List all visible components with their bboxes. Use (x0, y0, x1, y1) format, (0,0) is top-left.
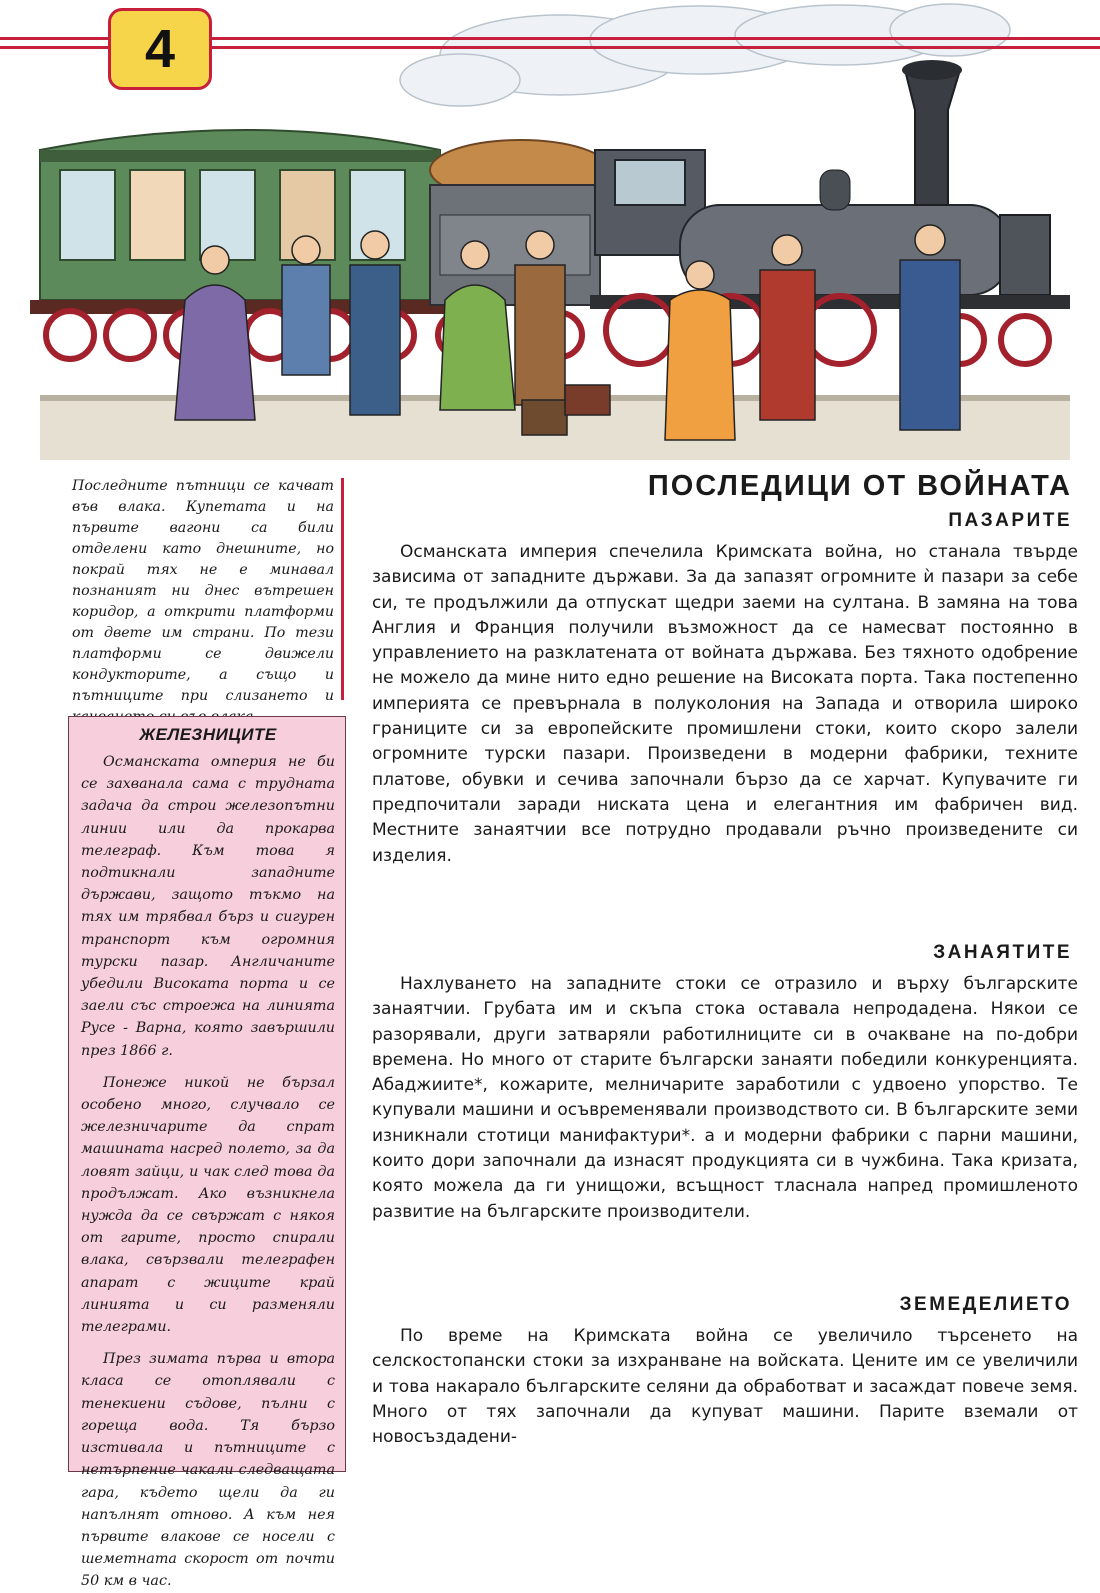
section-text-agriculture: По време на Кримската война се увеличило търсенето на селскостопански стоки за изхранване на войската. Цените им се увеличили и това накарало българските селяни да обработват и засаждат повече земя. Много от тях започнали да купуват машини. Парите вземали от новосъздадени- (372, 1326, 1078, 1448)
caption-divider (341, 478, 344, 700)
article-title: ПОСЛЕДИЦИ ОТ ВОЙНАТА (647, 470, 1072, 502)
locomotive (590, 60, 1070, 309)
railways-sidebar (68, 716, 346, 1590)
section-heading-agriculture: ЗЕМЕДЕЛИЕТО (899, 1294, 1072, 1315)
sidebar-paragraph: Понеже никой не бързал особено много, случвало се железничарите да спрат машината насред полето, за да ловят зайци, и чак след това да продължат. Ако възникнела нужда да се свържат с някоя от гарите, просто спирали влака, свързвали телеграфен апарат с жиците край линията и си разменяли телеграми. (81, 1074, 335, 1336)
page-number: 4 (108, 8, 212, 90)
illustration-caption: Последните пътници се качват във влака. Купетата и на първите вагони са били отделени като днешните, но покрай тях не е минавал познаният ни днес вътрешен коридор, а открити платформи от двете им страни. По тези платформи се движели кондукторите, а също и пътниците при слизането и (72, 478, 334, 704)
sidebar-title: ЖЕЛЕЗНИЦИТЕ (139, 725, 277, 744)
section-text-crafts: Нахлуването на западните стоки се отразило и върху българските занаятчии. Грубата им и скъпа стока оставала непродадена. Някои се разорявали, други затваряли работилниците си в очакване на по-добри времена. Но много от старите български занаяти победили конкуренцията. Абаджиите*, кожарите, мелничарите заработили с удвоено упорство. Те купували машини и осъвременявали производството си. В българските земи изникнали стотици манифактури*. а и модерни фабрики с парни машини, които дори започнали да изнасят продукцията си в чужбина. Така кризата, която можела да ги унищожи, всъщност тласнала напред промишленото развитие на българските производители. (372, 974, 1078, 1222)
sidebar-paragraph: През зимата първа и втора класа се отоплявали с тенекиени съдове, пълни с гореща вода. Тя бързо изстивала и пътниците с нетърпение чакали следващата гара, където щели да ги напълнят отново. А към нея първите влакове се носели с шеметната скорост от почти 50 км в час. (81, 1351, 335, 1590)
section-heading-crafts: ЗАНАЯТИТЕ (933, 942, 1072, 963)
sidebar-paragraph: Османската омперия не би се захванала сама с трудната задача да строи железопътни линии или да прокарва телеграф. Към това я подтикнали западните държави, защото тъкмо на тях им трябвал бърз и сигурен транспорт към огромния турски пазар. Англичаните убедили Високата порта и се заели със строежа на линията Русе - Варна, която завършили през 1866 г. (81, 754, 335, 1059)
section-heading-markets: ПАЗАРИТЕ (948, 510, 1072, 531)
section-text-markets: Османската империя спечелила Кримската война, но станала твърде зависима от западните държави. За да запазят огромните ѝ пазари за себе си, те продължили да отпускат щедри заеми на султана. В замяна на това Англия и Франция получили възможност да се намесват постоянно в управлението на разклатената от войната държава. Без тяхното одобрение не можело да мине нито едно решение на Високата порта. Така постепенно империята се превърнала в полуколония на Запада и отворила широко границите си за европейските промишлени стоки, които скоро залели огромните турски пазари. Произведени в модерни фабрики, техните платове, обувки и сечива започнали бързо да се харчат. Купувачите ги предпочитали заради ниската цена и елегантния им фабричен вид. Местните занаятчии все потрудно продавали ръчно произведените си изделия. (372, 542, 1078, 866)
